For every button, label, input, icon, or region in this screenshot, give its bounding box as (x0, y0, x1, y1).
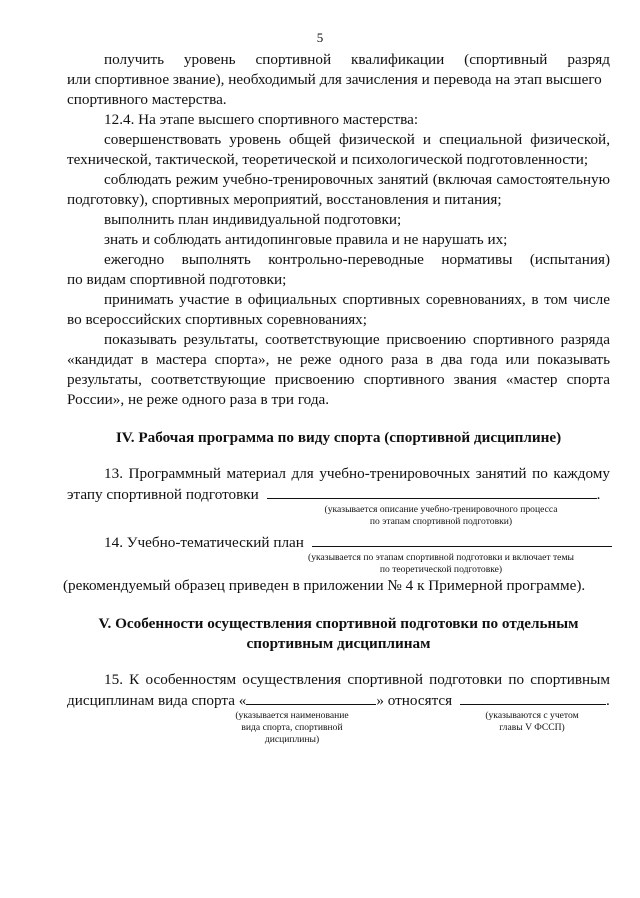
field-note-right: (указываются с учетом главы V ФССП) (485, 710, 579, 733)
text-line: спортивного мастерства. (67, 91, 227, 108)
paragraph-15-line: дисциплинам вида спорта « » относятся . (67, 692, 610, 709)
text-line: России», не реже одного раза в три года. (67, 391, 330, 408)
text-line: во всероссийских спортивных соревнованиях; (67, 311, 367, 328)
blank-field[interactable] (267, 484, 597, 499)
field-note: (указывается по этапам спортивной подготовки и включает темы по теоретической подготовке) (308, 552, 574, 575)
text-line: соблюдать режим учебно-тренировочных занятий (включая самостоятельную (104, 171, 610, 188)
text-line: результаты, соответствующие присвоению спортивного звания «мастер спорта (67, 371, 610, 388)
text-line: или спортивное звание), необходимый для зачисления и перевода на этап высшего (67, 71, 602, 88)
text-line: совершенствовать уровень общей физической и специальной физической, (104, 131, 610, 148)
text-line: технической, тактической, теоретической и психологической подготовленности; (67, 151, 589, 168)
field-note: (указывается описание учебно-тренировочного процесса по этапам спортивной подготовки) (324, 504, 558, 527)
text-line: получить уровень спортивной квалификации (спортивный разряд (104, 51, 610, 68)
paragraph-15-line: 15. К особенностям осуществления спортивной подготовки по спортивным (104, 671, 610, 688)
text-line: выполнить план индивидуальной подготовки; (104, 211, 402, 228)
section-heading-4: IV. Рабочая программа по виду спорта (спортивной дисциплине) (115, 429, 562, 446)
section-heading-5-cont: спортивным дисциплинам (246, 635, 431, 652)
text-line: 12.4. На этапе высшего спортивного мастерства: (104, 111, 419, 128)
paragraph-13-line: 13. Программный материал для учебно-тренировочных занятий по каждому (104, 465, 610, 482)
text-line: показывать результаты, соответствующие присвоению спортивного разряда (104, 331, 610, 348)
text-line: ежегодно выполнять контрольно-переводные нормативы (испытания) (104, 251, 610, 268)
text-line: знать и соблюдать антидопинговые правила и не нарушать их; (104, 231, 508, 248)
section-heading-5: V. Особенности осуществления спортивной подготовки по отдельным (98, 615, 579, 632)
page-number: 5 (316, 30, 324, 45)
blank-field[interactable] (246, 690, 376, 705)
text-line: принимать участие в официальных спортивных соревнованиях, в том числе (104, 291, 610, 308)
paragraph-13-text: этапу спортивной подготовки (67, 486, 259, 503)
document-body (63, 50, 610, 750)
text-line: по видам спортивной подготовки; (67, 271, 287, 288)
blank-field[interactable] (312, 532, 612, 547)
paragraph-14-text: 14. Учебно-тематический план (104, 534, 304, 551)
paragraph-13-line: этапу спортивной подготовки . (67, 486, 601, 503)
text-line: (рекомендуемый образец приведен в приложении № 4 к Примерной программе). (63, 577, 586, 594)
field-note-left: (указывается наименование вида спорта, спортивной дисциплины) (235, 710, 349, 745)
paragraph-14-line (67, 532, 610, 552)
text-line: «кандидат в мастера спорта», не реже одного раза в два года или показывать (67, 351, 610, 368)
text-line: подготовку), спортивных мероприятий, восстановления и питания; (67, 191, 502, 208)
blank-field[interactable] (460, 690, 606, 705)
